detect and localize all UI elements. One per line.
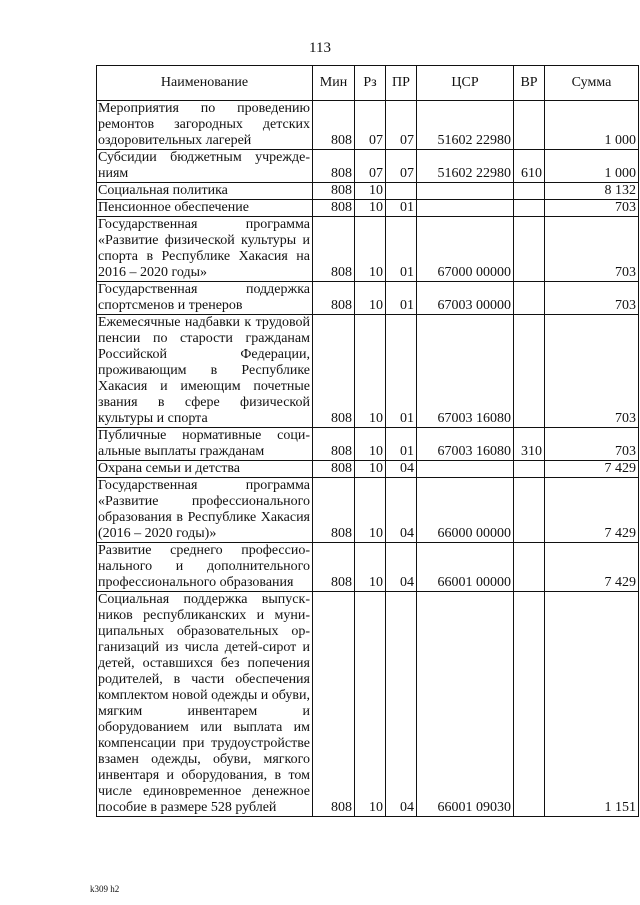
row-vr: 310 — [514, 428, 545, 461]
row-sum: 1 151 — [545, 592, 639, 817]
row-sum: 7 429 — [545, 461, 639, 478]
row-rz: 10 — [355, 315, 386, 428]
table-row — [97, 282, 639, 315]
row-sum: 703 — [545, 217, 639, 282]
header-name: Наименование — [97, 66, 313, 101]
row-vr — [514, 315, 545, 428]
row-pr: 01 — [386, 315, 417, 428]
row-csr: 66001 09030 — [417, 592, 514, 817]
row-sum: 703 — [545, 428, 639, 461]
row-sum: 7 429 — [545, 478, 639, 543]
row-rz: 10 — [355, 217, 386, 282]
table-row — [97, 217, 639, 282]
table-row — [97, 592, 639, 817]
row-name: Государственная программа «Развитие физической культуры и спорта в Республике Хакасия на 2016 – 2020 годы» — [97, 217, 313, 282]
row-min: 808 — [313, 282, 355, 315]
table-row — [97, 200, 639, 217]
row-rz: 10 — [355, 282, 386, 315]
header-row — [97, 66, 639, 101]
row-min: 808 — [313, 592, 355, 817]
row-rz: 10 — [355, 543, 386, 592]
row-csr — [417, 183, 514, 200]
row-name: Государственная программа «Развитие профессионального образования в Республике Хакасия (2016 – 2020 годы)» — [97, 478, 313, 543]
header-csr: ЦСР — [417, 66, 514, 101]
row-name: Мероприятия по проведению ремонтов загородных детских оздоровительных лагерей — [97, 101, 313, 150]
row-sum: 703 — [545, 315, 639, 428]
row-pr: 01 — [386, 282, 417, 315]
row-min: 808 — [313, 461, 355, 478]
row-name: Государственная поддержка спортсменов и тренеров — [97, 282, 313, 315]
row-vr: 610 — [514, 150, 545, 183]
header-min: Мин — [313, 66, 355, 101]
row-vr — [514, 101, 545, 150]
row-csr: 67003 16080 — [417, 315, 514, 428]
row-vr — [514, 478, 545, 543]
table-row — [97, 150, 639, 183]
footer-code: k309 h2 — [90, 884, 120, 894]
row-min: 808 — [313, 183, 355, 200]
row-vr — [514, 200, 545, 217]
header-pr: ПР — [386, 66, 417, 101]
row-rz: 10 — [355, 461, 386, 478]
row-rz: 10 — [355, 592, 386, 817]
budget-table — [96, 65, 639, 817]
header-vr: ВР — [514, 66, 545, 101]
row-vr — [514, 282, 545, 315]
row-pr: 04 — [386, 461, 417, 478]
row-pr: 01 — [386, 428, 417, 461]
table-row — [97, 183, 639, 200]
row-vr — [514, 543, 545, 592]
row-name: Социальная политика — [97, 183, 313, 200]
table-row — [97, 101, 639, 150]
row-vr — [514, 592, 545, 817]
row-min: 808 — [313, 543, 355, 592]
table-row — [97, 478, 639, 543]
row-name: Пенсионное обеспечение — [97, 200, 313, 217]
row-csr: 51602 22980 — [417, 101, 514, 150]
row-pr: 01 — [386, 200, 417, 217]
table-row — [97, 315, 639, 428]
row-csr: 67003 00000 — [417, 282, 514, 315]
row-rz: 10 — [355, 428, 386, 461]
row-csr — [417, 461, 514, 478]
row-name: Публичные нормативные социальные выплаты гражданам — [97, 428, 313, 461]
row-pr — [386, 183, 417, 200]
row-sum: 7 429 — [545, 543, 639, 592]
row-sum: 8 132 — [545, 183, 639, 200]
row-pr: 01 — [386, 217, 417, 282]
row-csr: 67000 00000 — [417, 217, 514, 282]
row-vr — [514, 461, 545, 478]
header-sum: Сумма — [545, 66, 639, 101]
row-name: Ежемесячные надбавки к трудовой пенсии по старости гражданам Российской Федерации, проживающим в Республике Хакасия и имеющим почетные звания в сфере физической культуры и спорта — [97, 315, 313, 428]
row-pr: 04 — [386, 543, 417, 592]
row-pr: 04 — [386, 478, 417, 543]
table-row — [97, 543, 639, 592]
row-rz: 10 — [355, 200, 386, 217]
row-min: 808 — [313, 101, 355, 150]
row-vr — [514, 217, 545, 282]
row-min: 808 — [313, 315, 355, 428]
table-row — [97, 461, 639, 478]
row-rz: 10 — [355, 478, 386, 543]
row-sum: 703 — [545, 200, 639, 217]
row-csr: 67003 16080 — [417, 428, 514, 461]
row-pr: 07 — [386, 101, 417, 150]
row-rz: 07 — [355, 150, 386, 183]
row-pr: 07 — [386, 150, 417, 183]
row-sum: 703 — [545, 282, 639, 315]
page-number: 113 — [309, 40, 331, 56]
row-rz: 10 — [355, 183, 386, 200]
header-rz: Рз — [355, 66, 386, 101]
row-csr — [417, 200, 514, 217]
row-csr: 51602 22980 — [417, 150, 514, 183]
row-name: Развитие среднего профессионального и дополнительного профессионального образования — [97, 543, 313, 592]
row-min: 808 — [313, 150, 355, 183]
row-min: 808 — [313, 217, 355, 282]
row-min: 808 — [313, 478, 355, 543]
row-vr — [514, 183, 545, 200]
row-name: Субсидии бюджетным учреждениям — [97, 150, 313, 183]
row-name: Социальная поддержка выпускников республиканских и муниципальных образовательных организаций из числа детей-сирот и детей, оставшихся без попечения родителей, в части обеспечения комплектом новой одежды и обуви, мягким инвентарем и оборудованием или выплата им компенсации при трудоустройстве взамен одежды, обуви, мягкого инвентаря и оборудования, в том числе единовременное денежное пособие в размере 528 рублей — [97, 592, 313, 817]
row-name: Охрана семьи и детства — [97, 461, 313, 478]
row-pr: 04 — [386, 592, 417, 817]
row-sum: 1 000 — [545, 150, 639, 183]
row-rz: 07 — [355, 101, 386, 150]
row-csr: 66001 00000 — [417, 543, 514, 592]
row-min: 808 — [313, 428, 355, 461]
row-csr: 66000 00000 — [417, 478, 514, 543]
row-sum: 1 000 — [545, 101, 639, 150]
table-row — [97, 428, 639, 461]
row-min: 808 — [313, 200, 355, 217]
